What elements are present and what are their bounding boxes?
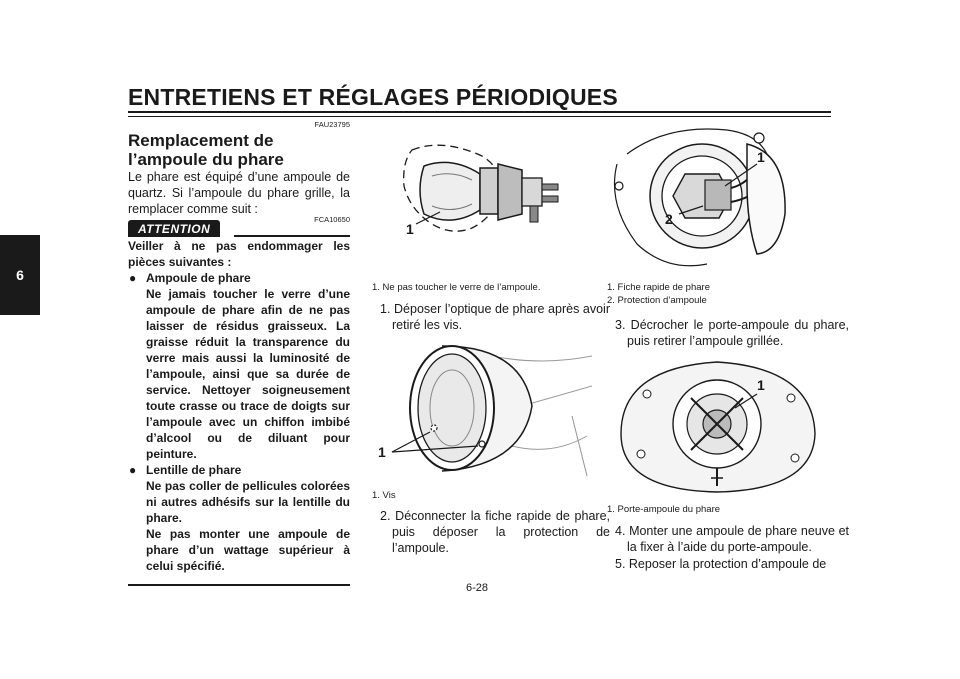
section-code: FAU23795 (314, 120, 350, 129)
figure-bulb (372, 128, 590, 276)
header-rule-thin (128, 116, 831, 117)
column-left (128, 120, 350, 586)
figure-headlight (372, 336, 592, 482)
caution-end-rule (128, 584, 350, 586)
headlight-callout: 1 (378, 444, 386, 460)
figure-bulb-caption: 1. Ne pas toucher le verre de l’ampoule. (372, 282, 541, 293)
step-3: 3. Décrocher le porte-ampoule du phare, puis retirer l’ampoule grillée. (615, 318, 849, 348)
caution-item-lens (128, 462, 350, 574)
step-4: 4. Monter une ampoule de phare neuve et la fixer à l’aide du porte-ampoule. (615, 524, 849, 554)
caution-rule (234, 235, 350, 237)
bullet-icon: ● (129, 271, 137, 285)
page-header-title: ENTRETIENS ET RÉGLAGES PÉRIODIQUES (128, 84, 618, 110)
caution-code: FCA10650 (314, 215, 350, 224)
figure-holder (607, 354, 829, 494)
step-2: 2. Déconnecter la fiche rapide de phare, puis déposer la protection de l’ampoule. (380, 509, 610, 555)
bulb-callout: 1 (406, 221, 414, 237)
caution-lead: Veiller à ne pas endommager les pièces suivantes : (128, 239, 350, 269)
holder-callout: 1 (757, 377, 765, 393)
caution-item-title: Ampoule de phare (146, 271, 251, 285)
caution-item-text: Ne pas monter une ampoule de phare d’un wattage supérieur à celui spécifié. (146, 527, 350, 573)
step-1: 1. Déposer l’optique de phare après avoir retiré les vis. (380, 302, 610, 332)
caution-badge: ATTENTION (128, 220, 220, 237)
bullet-icon: ● (129, 463, 137, 477)
coupler-callout-1: 1 (757, 149, 765, 165)
section-title: Remplacement de l’ampoule du phare (128, 131, 284, 169)
bulb-illustration (372, 128, 590, 276)
figure-holder-caption: 1. Porte-ampoule du phare (607, 504, 721, 515)
figure-coupler-caption-2: 2. Protection d’ampoule (607, 295, 707, 306)
holder-illustration (607, 354, 829, 494)
caution-item-bulb (128, 270, 350, 462)
coupler-callout-2: 2 (665, 211, 673, 227)
figure-headlight-caption: 1. Vis (372, 490, 396, 501)
step-5: 5. Reposer la protection d’ampoule de (615, 557, 827, 571)
chapter-tab: 6 (0, 235, 40, 315)
coupler-illustration (607, 124, 829, 274)
section-intro: Le phare est équipé d’une ampoule de quartz. Si l’ampoule du phare grille, la remplacer comme suit : (128, 170, 350, 216)
page-number: 6-28 (466, 582, 489, 594)
caution-item-text: Ne jamais toucher le verre d’une ampoule de phare afin de ne pas laisser de résidus graisseux. La graisse réduit la transparence du verre mais aussi la luminosité de l’ampoule, ainsi que sa durée de service. Nettoyer soigneusement toute crasse ou trace de doigts sur l’ampoule avec un chiffon imbibé d’alcool ou de diluant pour peinture. (146, 287, 350, 461)
caution-item-title: Lentille de phare (146, 463, 242, 477)
headlight-illustration (372, 336, 592, 482)
caution-item-text: Ne pas coller de pellicules colorées ni autres adhésifs sur la lentille du phare. (146, 479, 350, 525)
header-rule (128, 111, 831, 113)
figure-coupler-caption-1: 1. Fiche rapide de phare (607, 282, 710, 293)
figure-coupler (607, 124, 829, 274)
